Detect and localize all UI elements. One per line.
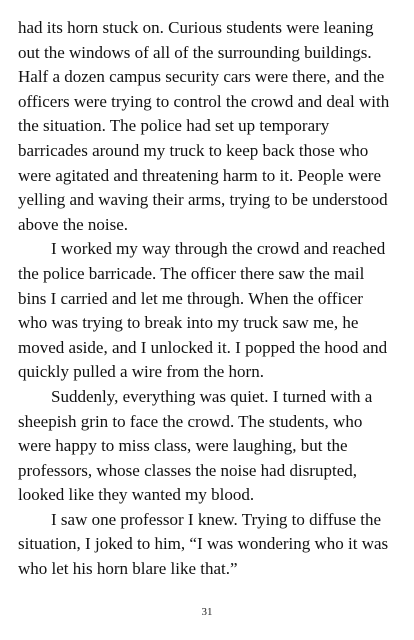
text-line: professors, whose classes the noise had disrupted,: [18, 460, 357, 480]
text-line: situation, I joked to him, “I was wondering who it was: [18, 534, 389, 554]
text-line: who was trying to break into my truck saw me, he: [18, 313, 359, 333]
text-line: the situation. The police had set up temporary: [18, 116, 330, 136]
text-line: sheepish grin to face the crowd. The students, who: [18, 411, 363, 431]
text-line: moved aside, and I unlocked it. I popped the hood and: [18, 337, 388, 357]
page-number: 31: [201, 606, 213, 618]
paragraph-start-line: Suddenly, everything was quiet. I turned with a: [51, 386, 373, 406]
text-line: had its horn stuck on. Curious students were leaning: [18, 18, 374, 37]
body-text: [18, 16, 400, 582]
text-line: the police barricade. The officer there saw the mail: [18, 263, 365, 283]
text-line: were happy to miss class, were laughing, but the: [18, 436, 348, 456]
text-line: were agitated and threatening harm to it. People were: [18, 165, 381, 185]
text-line: quickly pulled a wire from the horn.: [18, 362, 264, 382]
text-line: officers were trying to control the crowd and deal with: [18, 91, 390, 111]
paragraph-start-line: I worked my way through the crowd and reached: [51, 239, 386, 259]
text-line: above the noise.: [18, 214, 128, 234]
text-line: Half a dozen campus security cars were there, and the: [18, 67, 385, 87]
text-line: out the windows of all of the surrounding buildings.: [18, 42, 372, 62]
text-line: barricades around my truck to keep back those who: [18, 140, 369, 160]
text-line: looked like they wanted my blood.: [18, 485, 255, 505]
text-line: bins I carried and let me through. When the officer: [18, 288, 363, 308]
text-line: who let his horn blare like that.”: [18, 559, 238, 579]
paragraph-start-line: I saw one professor I knew. Trying to diffuse the: [51, 509, 382, 529]
text-line: yelling and waving their arms, trying to be understood: [18, 190, 388, 210]
